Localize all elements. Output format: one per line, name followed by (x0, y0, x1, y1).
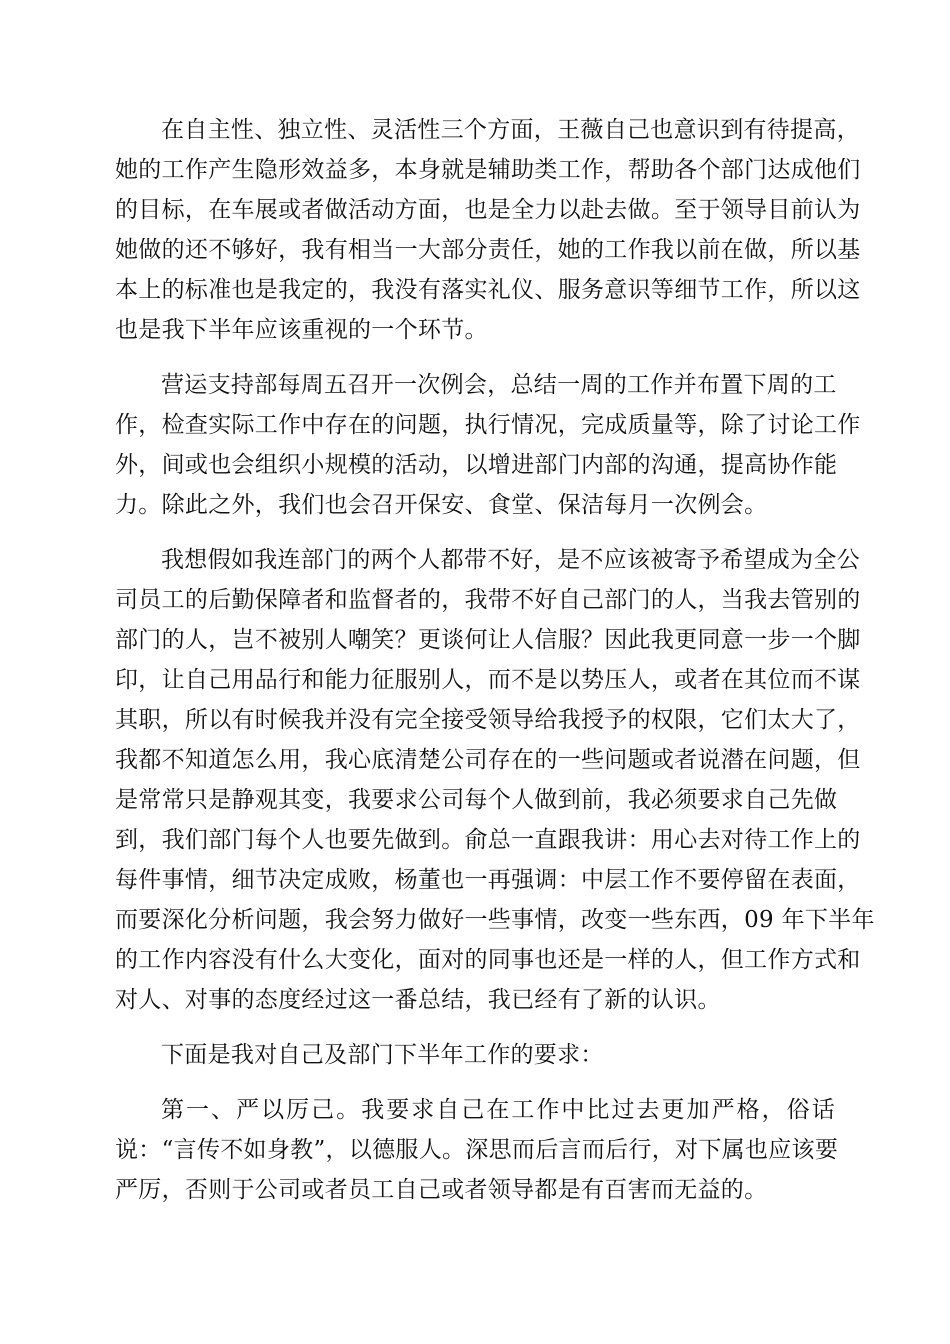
text-line: 司员工的后勤保障者和监督者的，我带不好自己部门的人，当我去管别的 (115, 587, 861, 613)
text-line: 对人、对事的态度经过这一番总结，我已经有了新的认识。 (115, 987, 721, 1013)
paragraph-5 (115, 1090, 839, 1210)
text-line: 部门的人，岂不被别人嘲笑？更谈何让人信服？因此我更同意一步一个脚 (115, 627, 861, 653)
text-line: 严厉，否则于公司或者员工自己或者领导都是有百害而无益的。 (115, 1177, 768, 1203)
text-line: 的工作内容没有什么大变化，面对的同事也还是一样的人，但工作方式和 (115, 947, 861, 973)
text-line: 本上的标准也是我定的，我没有落实礼仪、服务意识等细节工作，所以这 (115, 277, 861, 303)
text-line: 的目标，在车展或者做活动方面，也是全力以赴去做。至于领导目前认为 (115, 197, 861, 223)
text-line: 我想假如我连部门的两个人都带不好，是不应该被寄予希望成为全公 (161, 547, 860, 573)
text-line: 到，我们部门每个人也要先做到。俞总一直跟我讲：用心去对待工作上的 (115, 827, 861, 853)
text-line: 力。除此之外，我们也会召开保安、食堂、保洁每月一次例会。 (115, 492, 768, 518)
paragraph-2 (115, 365, 861, 525)
text-line: 她做的还不够好，我有相当一大部分责任，她的工作我以前在做，所以基 (115, 237, 861, 263)
text-line: 印，让自己用品行和能力征服别人，而不是以势压人，或者在其位而不谋 (115, 667, 861, 693)
paragraph-4 (115, 1035, 835, 1075)
text-line: 外，间或也会组织小规模的活动，以增进部门内部的沟通，提高协作能 (115, 452, 838, 478)
document-page (115, 110, 875, 1225)
text-line: 她的工作产生隐形效益多，本身就是辅助类工作，帮助各个部门达成他们 (115, 157, 861, 183)
text-line: 作，检查实际工作中存在的问题，执行情况，完成质量等，除了讨论工作 (115, 412, 861, 438)
text-line: 营运支持部每周五召开一次例会，总结一周的工作并布置下周的工 (161, 372, 837, 398)
text-line: 我都不知道怎么用，我心底清楚公司存在的一些问题或者说潜在问题，但 (115, 747, 861, 773)
text-line: 下面是我对自己及部门下半年工作的要求： (161, 1042, 604, 1068)
paragraph-3 (115, 540, 875, 1020)
paragraph-1 (115, 110, 861, 350)
text-line: 说：“言传不如身教”，以德服人。深思而后言而后行，对下属也应该要 (115, 1137, 839, 1163)
text-line: 也是我下半年应该重视的一个环节。 (115, 317, 488, 343)
text-line: 是常常只是静观其变，我要求公司每个人做到前，我必须要求自己先做 (115, 787, 838, 813)
text-line: 第一、严以厉己。我要求自己在工作中比过去更加严格，俗话 (161, 1097, 835, 1123)
text-line: 而要深化分析问题，我会努力做好一些事情，改变一些东西，09 年下半年 (115, 907, 875, 933)
text-line: 每件事情，细节决定成败，杨董也一再强调：中层工作不要停留在表面， (115, 867, 861, 893)
text-line: 在自主性、独立性、灵活性三个方面，王薇自己也意识到有待提高， (161, 117, 860, 143)
text-line: 其职，所以有时候我并没有完全接受领导给我授予的权限，它们太大了， (115, 707, 861, 733)
